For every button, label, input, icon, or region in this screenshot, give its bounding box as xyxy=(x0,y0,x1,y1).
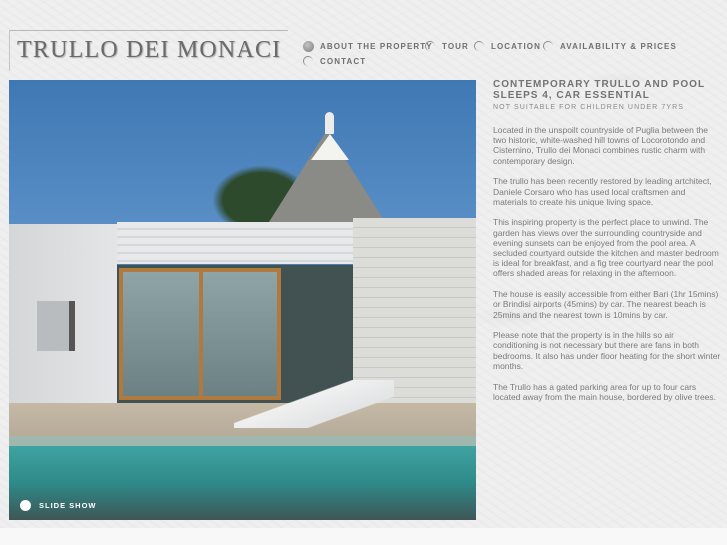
paragraph: Please note that the property is in the hills so air conditioning is not necessary but there are fans in both bedrooms. It also has under floor heating for the short winter months. xyxy=(493,330,721,371)
photo-trullo-cap xyxy=(311,134,349,160)
nav-location[interactable] xyxy=(474,41,541,52)
nav-availability-prices[interactable] xyxy=(543,41,677,52)
hero-photo xyxy=(9,80,476,520)
nav-label: ABOUT THE PROPERTY xyxy=(320,42,433,51)
nav-label: CONTACT xyxy=(320,57,367,66)
play-dot-icon xyxy=(20,500,31,511)
paragraph: The trullo has been recently restored by leading artchitect, Daniele Corsaro who has used local craftsmen and materials to create his unique living space. xyxy=(493,176,712,207)
photo-roof xyxy=(117,222,354,264)
nav-label: TOUR xyxy=(442,42,469,51)
nav-about-the-property[interactable] xyxy=(303,41,433,52)
photo-pool-edge xyxy=(9,436,476,446)
arc-icon xyxy=(474,41,485,52)
photo-stone-wall xyxy=(353,218,476,403)
paragraph: The Trullo has a gated parking area for up to four cars located away from the main house, bordered by olive trees. xyxy=(493,381,717,402)
paragraph: This inspiring property is the perfect place to unwind. The garden has views over the surrounding countryside and evening sunsets can be enjoyed from the pool area. A secluded courtyard outside the kitchen and master bedroom is ideal for breakfast, and a fig tree courtyard near the pool offers shaded areas for relaxing in the afternoon. xyxy=(493,217,719,279)
paragraph: Located in the unspoilt countryside of Puglia between the two historic, white-washed hill towns of Locorotondo and Cisternino, Trullo dei Monaci combines rustic charm with contemporary design. xyxy=(493,125,709,166)
arc-icon xyxy=(425,41,436,52)
photo-window xyxy=(37,301,75,351)
nav-label: AVAILABILITY & PRICES xyxy=(560,42,677,51)
photo-trullo-finial xyxy=(325,112,334,134)
property-description xyxy=(493,79,721,412)
nav-tour[interactable] xyxy=(425,41,469,52)
headline-line-1: CONTEMPORARY TRULLO AND POOL xyxy=(493,79,706,90)
slideshow-label: SLIDE SHOW xyxy=(39,501,97,510)
arc-icon xyxy=(543,41,554,52)
nav-contact[interactable] xyxy=(303,56,366,67)
subhead: NOT SUITABLE FOR CHILDREN UNDER 7YRS xyxy=(493,104,685,111)
site-logo[interactable]: TRULLO DEI MONACI xyxy=(17,37,282,63)
paragraph: The house is easily accessible from either Bari (1hr 15mins) or Brindisi airports (45mins) by car. The nearest beach is 25mins and the nearest town is 10mins by car. xyxy=(493,289,719,320)
arc-icon xyxy=(303,56,314,67)
filled-circle-icon xyxy=(303,41,314,52)
nav-label: LOCATION xyxy=(491,42,541,51)
slideshow-button[interactable] xyxy=(20,500,97,511)
photo-lounger xyxy=(234,380,394,428)
headline-line-2: SLEEPS 4, CAR ESSENTIAL xyxy=(493,90,650,101)
